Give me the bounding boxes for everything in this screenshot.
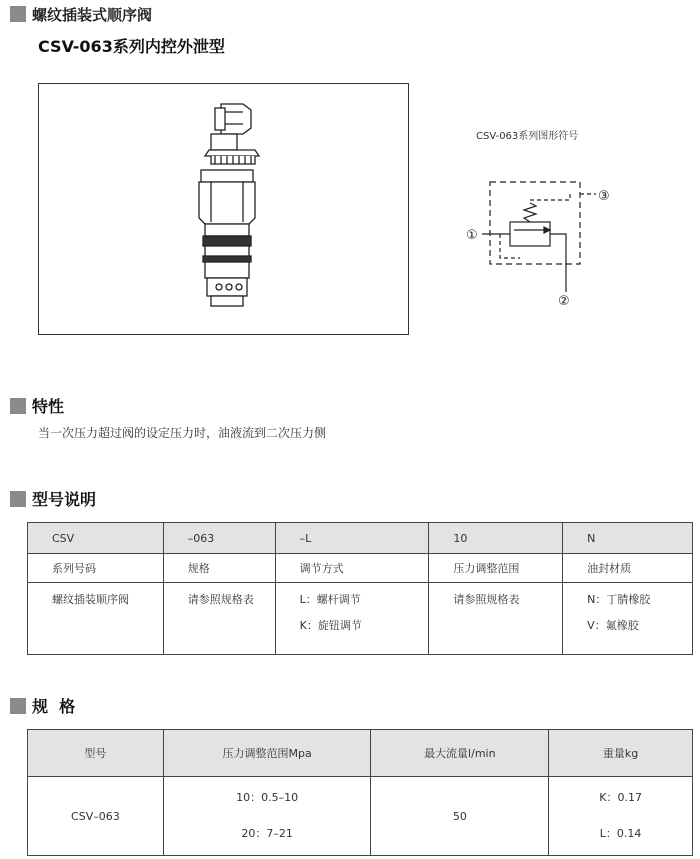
- table-cell: 螺纹插装顺序阀: [28, 583, 164, 655]
- weight-k: K：0.17: [599, 791, 642, 804]
- table-cell: 请参照规格表: [429, 583, 563, 655]
- table-header-cell: 型号: [28, 730, 164, 777]
- table-header-cell: 压力调整范围Mpa: [163, 730, 371, 777]
- symbol-caption: CSV-063系列图形符号: [476, 131, 579, 142]
- seal-option-v: V：氟橡胶: [587, 619, 639, 632]
- table-cell: CSV: [28, 523, 164, 554]
- page-title: 螺纹插装式顺序阀: [10, 4, 152, 25]
- table-row: [28, 523, 693, 554]
- table-cell: 请参照规格表: [163, 583, 275, 655]
- model-heading: 型号说明: [10, 487, 96, 510]
- port-3-label: ③: [598, 189, 610, 204]
- table-cell: [549, 777, 693, 856]
- hydraulic-symbol: [460, 170, 630, 310]
- table-cell: –063: [163, 523, 275, 554]
- section-square-icon: [10, 6, 26, 22]
- page-subtitle: CSV-063系列内控外泄型: [38, 37, 225, 56]
- features-heading: 特性: [10, 394, 64, 417]
- table-cell: 调节方式: [275, 554, 429, 583]
- table-cell: 系列号码: [28, 554, 164, 583]
- adjust-option-k: K：旋钮调节: [299, 619, 362, 632]
- table-cell: [275, 583, 429, 655]
- section-square-icon: [10, 491, 26, 507]
- spec-heading: 规 格: [10, 694, 75, 717]
- table-cell: [163, 777, 371, 856]
- weight-l: L：0.14: [599, 827, 642, 840]
- product-image-frame: [38, 83, 409, 335]
- table-cell: CSV–063: [28, 777, 164, 856]
- table-cell: 压力调整范围: [429, 554, 563, 583]
- table-cell: 50: [371, 777, 549, 856]
- table-cell: 油封材质: [563, 554, 693, 583]
- table-row: [28, 777, 693, 856]
- adjust-option-l: L：螺杆调节: [299, 593, 361, 606]
- table-row: [28, 583, 693, 655]
- table-cell: –L: [275, 523, 429, 554]
- table-row: [28, 554, 693, 583]
- table-header-cell: 重量kg: [549, 730, 693, 777]
- port-1-label: ①: [466, 228, 478, 243]
- valve-drawing: [39, 84, 408, 334]
- seal-option-n: N：丁腈橡胶: [587, 593, 651, 606]
- table-cell: 10: [429, 523, 563, 554]
- section-square-icon: [10, 698, 26, 714]
- table-cell: [563, 583, 693, 655]
- table-row: [28, 730, 693, 777]
- model-code-table: [27, 522, 693, 655]
- features-text: 当一次压力超过阀的设定压力时，油液流到二次压力侧: [38, 426, 327, 440]
- table-cell: 规格: [163, 554, 275, 583]
- spec-table: [27, 729, 693, 856]
- pressure-range-b: 20：7–21: [241, 827, 293, 840]
- table-header-cell: 最大流量l/min: [371, 730, 549, 777]
- pressure-range-a: 10：0.5–10: [236, 791, 299, 804]
- section-square-icon: [10, 398, 26, 414]
- table-cell: N: [563, 523, 693, 554]
- port-2-label: ②: [558, 294, 570, 309]
